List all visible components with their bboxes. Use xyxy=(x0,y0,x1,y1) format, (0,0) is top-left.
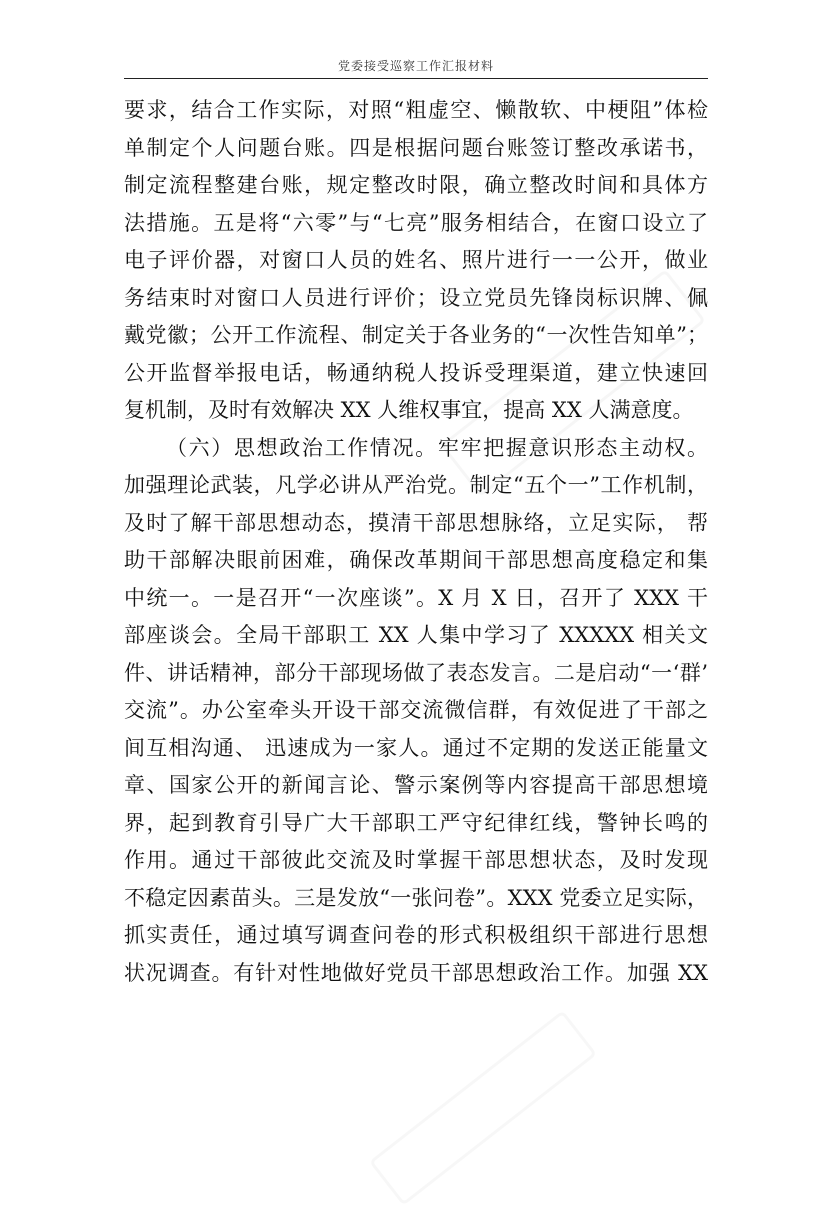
text-line: 法措施。五是将“六零”与“七亮”服务相结合，在窗口设立了 xyxy=(124,210,708,235)
text-line: 电子评价器，对窗口人员的姓名、照片进行一一公开，做业 xyxy=(124,248,708,272)
text-line: 制定流程整建台账，规定整改时限，确立整改时间和具体方 xyxy=(124,173,708,197)
text-line: 要求，结合工作实际，对照“粗虚空、懒散软、中梗阻”体检 xyxy=(124,98,708,122)
document-body xyxy=(124,92,708,992)
text-line: 复机制，及时有效解决 XX 人维权事宜，提高 XX 人满意度。 xyxy=(124,398,694,422)
text-line: 戴党徽；公开工作流程、制定关于各业务的“一次性告知单”； xyxy=(124,323,708,347)
text-line: 中统一。一是召开“一次座谈”。X 月 X 日，召开了 XXX 干 xyxy=(124,585,708,610)
text-line: 作用。通过干部彼此交流及时掌握干部思想状态，及时发现 xyxy=(124,848,708,872)
text-line: 不稳定因素苗头。三是发放“一张问卷”。XXX 党委立足实际， xyxy=(124,885,708,910)
text-line: 部座谈会。全局干部职工 XX 人集中学习了 XXXXX 相关文 xyxy=(124,623,708,647)
page-header xyxy=(124,58,708,79)
header-title: 党委接受巡察工作汇报材料 xyxy=(337,59,494,73)
text-line: 件、讲话精神，部分干部现场做了表态发言。二是启动“一‘群’ xyxy=(124,660,708,685)
text-line: 助干部解决眼前困难，确保改革期间干部思想高度稳定和集 xyxy=(124,548,708,572)
text-line: 状况调查。有针对性地做好党员干部思想政治工作。加强 XX xyxy=(124,960,708,985)
text-line: 及时了解干部思想动态，摸清干部思想脉络，立足实际， 帮 xyxy=(124,510,708,535)
text-line: 抓实责任，通过填写调查问卷的形式积极组织干部进行思想 xyxy=(124,923,708,947)
text-line: 间互相沟通、 迅速成为一家人。通过不定期的发送正能量文 xyxy=(124,735,708,760)
text-line: 界，起到教育引导广大干部职工严守纪律红线，警钟长鸣的 xyxy=(124,810,708,835)
text-line: 章、国家公开的新闻言论、警示案例等内容提高干部思想境 xyxy=(124,773,708,797)
watermark-mark-lower xyxy=(369,1010,597,1206)
text-line: 交流”。办公室牵头开设干部交流微信群，有效促进了干部之 xyxy=(124,698,708,722)
text-line: 加强理论武装，凡学必讲从严治党。制定“五个一”工作机制， xyxy=(124,473,708,497)
text-line: 务结束时对窗口人员进行评价；设立党员先锋岗标识牌、佩 xyxy=(124,285,708,310)
text-line: 单制定个人问题台账。四是根据问题台账签订整改承诺书， xyxy=(124,135,708,160)
section-heading-line: （六）思想政治工作情况。牢牢把握意识形态主动权。 xyxy=(166,435,708,460)
text-line: 公开监督举报电话，畅通纳税人投诉受理渠道，建立快速回 xyxy=(124,360,708,385)
